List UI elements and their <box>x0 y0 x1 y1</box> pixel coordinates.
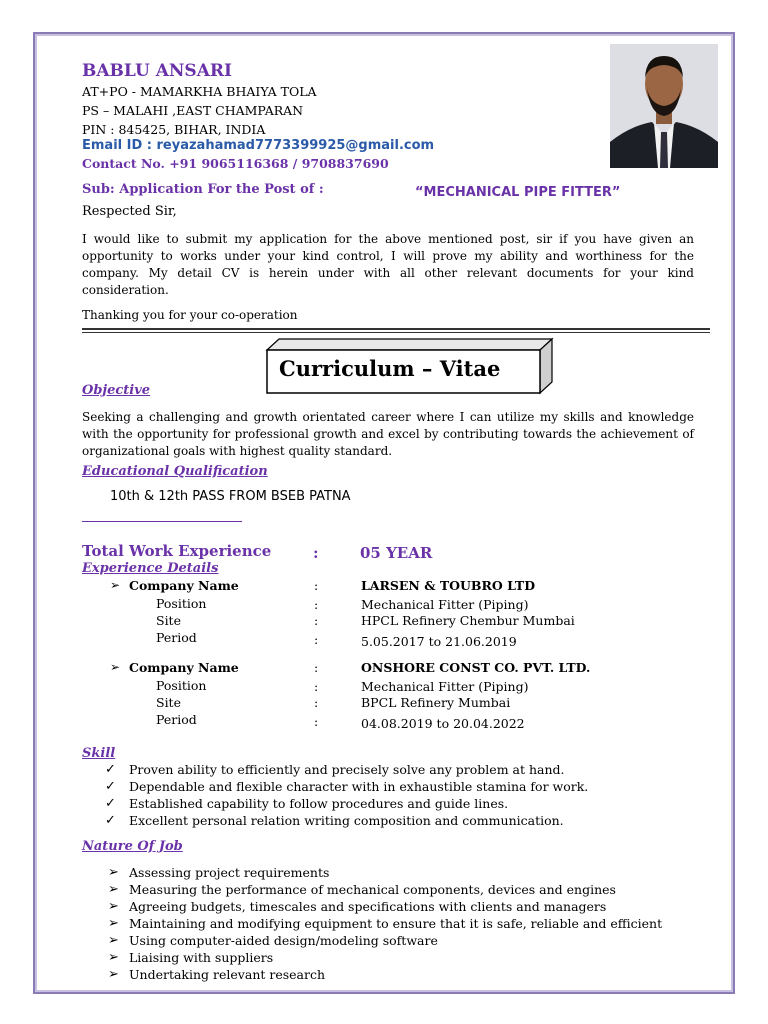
letter-body: I would like to submit my application for the above mentioned post, sir if you have given an opportunity to works under your kind control, I will prove my ability and worthiness for the company. My detail CV is herein under with all other relevant documents for your kind consideration. <box>82 232 694 297</box>
period-value: 5.05.2017 to 21.06.2019 <box>361 634 517 649</box>
company-label: Company Name <box>129 660 239 675</box>
colon: : <box>314 660 319 675</box>
objective-text: Seeking a challenging and growth orientated career where I can utilize my skills and knowledge with the opportunity for professional growth and excel by contributing towards the achievement of organizational goals with highest quality standard. <box>82 410 694 458</box>
objective-heading: Objective <box>82 383 151 398</box>
address-line: AT+PO - MAMARKHA BHAIYA TOLA <box>82 84 317 99</box>
post-title: “MECHANICAL PIPE FITTER” <box>415 185 621 200</box>
arrow-bullet-icon: ➢ <box>108 899 119 914</box>
nature-item: Maintaining and modifying equipment to ensure that it is safe, reliable and efficient <box>129 916 663 931</box>
nature-item: Undertaking relevant research <box>129 967 326 982</box>
divider <box>82 521 242 522</box>
company-name: ONSHORE CONST CO. PVT. LTD. <box>361 660 591 675</box>
position-label: Position <box>156 678 207 693</box>
period-label: Period <box>156 712 197 727</box>
colon: : <box>313 544 319 562</box>
colon: : <box>314 578 319 593</box>
contact-number: Contact No. +91 9065116368 / 9708837690 <box>82 156 389 171</box>
arrow-bullet-icon: ➢ <box>108 967 119 982</box>
skill-item: Proven ability to efficiently and precisely solve any problem at hand. <box>129 762 565 777</box>
site-value: HPCL Refinery Chembur Mumbai <box>361 613 575 628</box>
arrow-bullet-icon: ➢ <box>110 660 121 674</box>
thanks-line: Thanking you for your co-operation <box>82 308 298 322</box>
skill-item: Established capability to follow procedures and guide lines. <box>129 796 509 811</box>
check-mark-icon: ✓ <box>105 796 116 811</box>
colon: : <box>314 679 319 694</box>
colon: : <box>314 613 319 628</box>
check-mark-icon: ✓ <box>105 779 116 794</box>
site-label: Site <box>156 613 181 628</box>
colon: : <box>314 632 319 647</box>
colon: : <box>314 597 319 612</box>
arrow-bullet-icon: ➢ <box>108 865 119 880</box>
address-line: PIN : 845425, BIHAR, INDIA <box>82 122 266 137</box>
company-label: Company Name <box>129 578 239 593</box>
total-experience-value: 05 YEAR <box>360 544 433 562</box>
nature-item: Assessing project requirements <box>129 865 330 880</box>
nature-item: Liaising with suppliers <box>129 950 274 965</box>
nature-item: Measuring the performance of mechanical components, devices and engines <box>129 882 616 897</box>
divider <box>82 332 710 333</box>
applicant-name: BABLU ANSARI <box>82 61 232 81</box>
company-name: LARSEN & TOUBRO LTD <box>361 578 536 593</box>
site-value: BPCL Refinery Mumbai <box>361 695 511 710</box>
check-mark-icon: ✓ <box>105 762 116 777</box>
arrow-bullet-icon: ➢ <box>108 916 119 931</box>
address-line: PS – MALAHI ,EAST CHAMPARAN <box>82 103 304 118</box>
skill-heading: Skill <box>82 746 116 761</box>
salutation: Respected Sir, <box>82 204 177 219</box>
experience-heading: Experience Details <box>82 561 219 576</box>
colon: : <box>314 714 319 729</box>
education-text: 10th & 12th PASS FROM BSEB PATNA <box>110 489 351 504</box>
position-value: Mechanical Fitter (Piping) <box>361 597 529 612</box>
cv-title: Curriculum – Vitae <box>279 356 501 381</box>
total-experience-label: Total Work Experience <box>82 542 272 560</box>
divider <box>82 328 710 330</box>
arrow-bullet-icon: ➢ <box>108 933 119 948</box>
nature-heading: Nature Of Job <box>82 839 183 854</box>
check-mark-icon: ✓ <box>105 813 116 828</box>
skill-item: Dependable and flexible character with in exhaustible stamina for work. <box>129 779 589 794</box>
arrow-bullet-icon: ➢ <box>108 950 119 965</box>
profile-photo <box>610 44 718 168</box>
position-value: Mechanical Fitter (Piping) <box>361 679 529 694</box>
email-address: Email ID : reyazahamad7773399925@gmail.com <box>82 138 435 153</box>
skill-item: Excellent personal relation writing composition and communication. <box>129 813 564 828</box>
period-value: 04.08.2019 to 20.04.2022 <box>361 716 525 731</box>
education-heading: Educational Qualification <box>82 464 268 479</box>
period-label: Period <box>156 630 197 645</box>
arrow-bullet-icon: ➢ <box>108 882 119 897</box>
nature-item: Agreeing budgets, timescales and specifications with clients and managers <box>129 899 607 914</box>
colon: : <box>314 695 319 710</box>
position-label: Position <box>156 596 207 611</box>
site-label: Site <box>156 695 181 710</box>
subject-line: Sub: Application For the Post of : <box>82 182 324 197</box>
nature-item: Using computer-aided design/modeling software <box>129 933 438 948</box>
arrow-bullet-icon: ➢ <box>110 578 121 592</box>
